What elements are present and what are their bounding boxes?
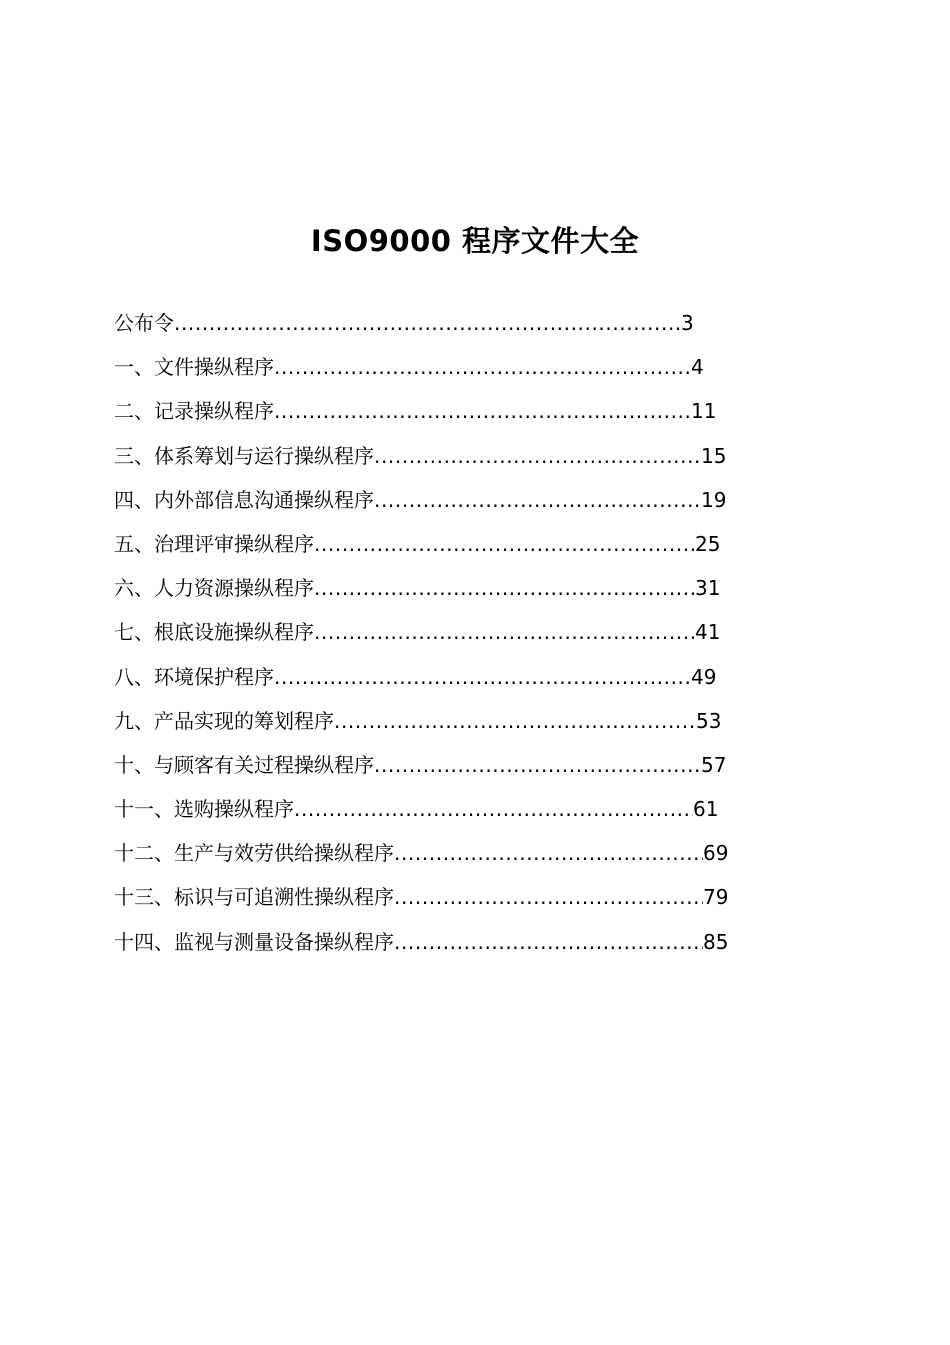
toc-dot-leader [294,794,693,824]
toc-entry-page: 61 [693,797,719,822]
toc-dot-leader [394,882,703,912]
toc-entry[interactable] [114,706,728,750]
toc-entry[interactable] [114,882,728,926]
toc-entry[interactable] [114,529,728,573]
toc-entry-page: 31 [695,576,721,601]
toc-dot-leader [274,396,691,426]
toc-entry[interactable] [114,927,728,971]
toc-entry-label: 四、内外部信息沟通操纵程序 [114,487,374,512]
toc-dot-leader [374,750,701,780]
toc-entry-label: 十三、标识与可追溯性操纵程序 [114,885,394,910]
toc-entry-page: 69 [703,841,729,866]
toc-dot-leader [314,617,695,647]
toc-entry-label: 六、人力资源操纵程序 [114,576,314,601]
toc-entry-label: 一、文件操纵程序 [114,355,274,380]
toc-entry-page: 53 [696,708,722,733]
toc-entry-label: 三、体系筹划与运行操纵程序 [114,443,374,468]
toc-entry[interactable] [114,794,728,838]
toc-entry-page: 4 [691,355,704,380]
toc-entry-page: 85 [703,929,729,954]
toc-dot-leader [314,529,695,559]
table-of-contents [114,308,728,971]
toc-dot-leader [334,706,696,736]
toc-entry-page: 15 [701,443,727,468]
toc-entry-label: 五、治理评审操纵程序 [114,531,314,556]
toc-dot-leader [374,441,701,471]
toc-entry-page: 3 [681,311,694,335]
toc-entry[interactable] [114,750,728,794]
toc-dot-leader [174,308,681,338]
toc-entry-page: 41 [695,620,721,645]
toc-dot-leader [314,573,695,603]
document-title: ISO9000 程序文件大全 [310,224,640,259]
toc-entry[interactable] [114,617,728,661]
toc-dot-leader [274,662,691,692]
toc-entry-label: 十四、监视与测量设备操纵程序 [114,929,394,954]
toc-entry[interactable] [114,485,728,529]
toc-dot-leader [394,927,703,957]
toc-entry-page: 57 [701,752,727,777]
toc-entry-label: 七、根底设施操纵程序 [114,620,314,645]
toc-entry-label: 公布令 [114,311,174,335]
toc-entry[interactable] [114,573,728,617]
toc-entry-label: 二、记录操纵程序 [114,399,274,424]
toc-entry-page: 11 [691,399,717,424]
toc-entry[interactable] [114,662,728,706]
toc-dot-leader [394,838,703,868]
toc-dot-leader [374,485,701,515]
toc-entry[interactable] [114,308,728,352]
toc-entry[interactable] [114,838,728,882]
toc-entry[interactable] [114,441,728,485]
toc-entry-label: 九、产品实现的筹划程序 [114,708,334,733]
toc-entry-page: 25 [695,531,721,556]
toc-entry-label: 八、环境保护程序 [114,664,274,689]
toc-dot-leader [274,352,691,382]
toc-entry-label: 十二、生产与效劳供给操纵程序 [114,841,394,866]
toc-entry[interactable] [114,352,728,396]
toc-entry-page: 19 [701,487,727,512]
toc-entry-label: 十、与顾客有关过程操纵程序 [114,752,374,777]
toc-entry-label: 十一、选购操纵程序 [114,797,294,822]
toc-entry-page: 79 [703,885,729,910]
toc-entry-page: 49 [691,664,717,689]
toc-entry[interactable] [114,396,728,440]
